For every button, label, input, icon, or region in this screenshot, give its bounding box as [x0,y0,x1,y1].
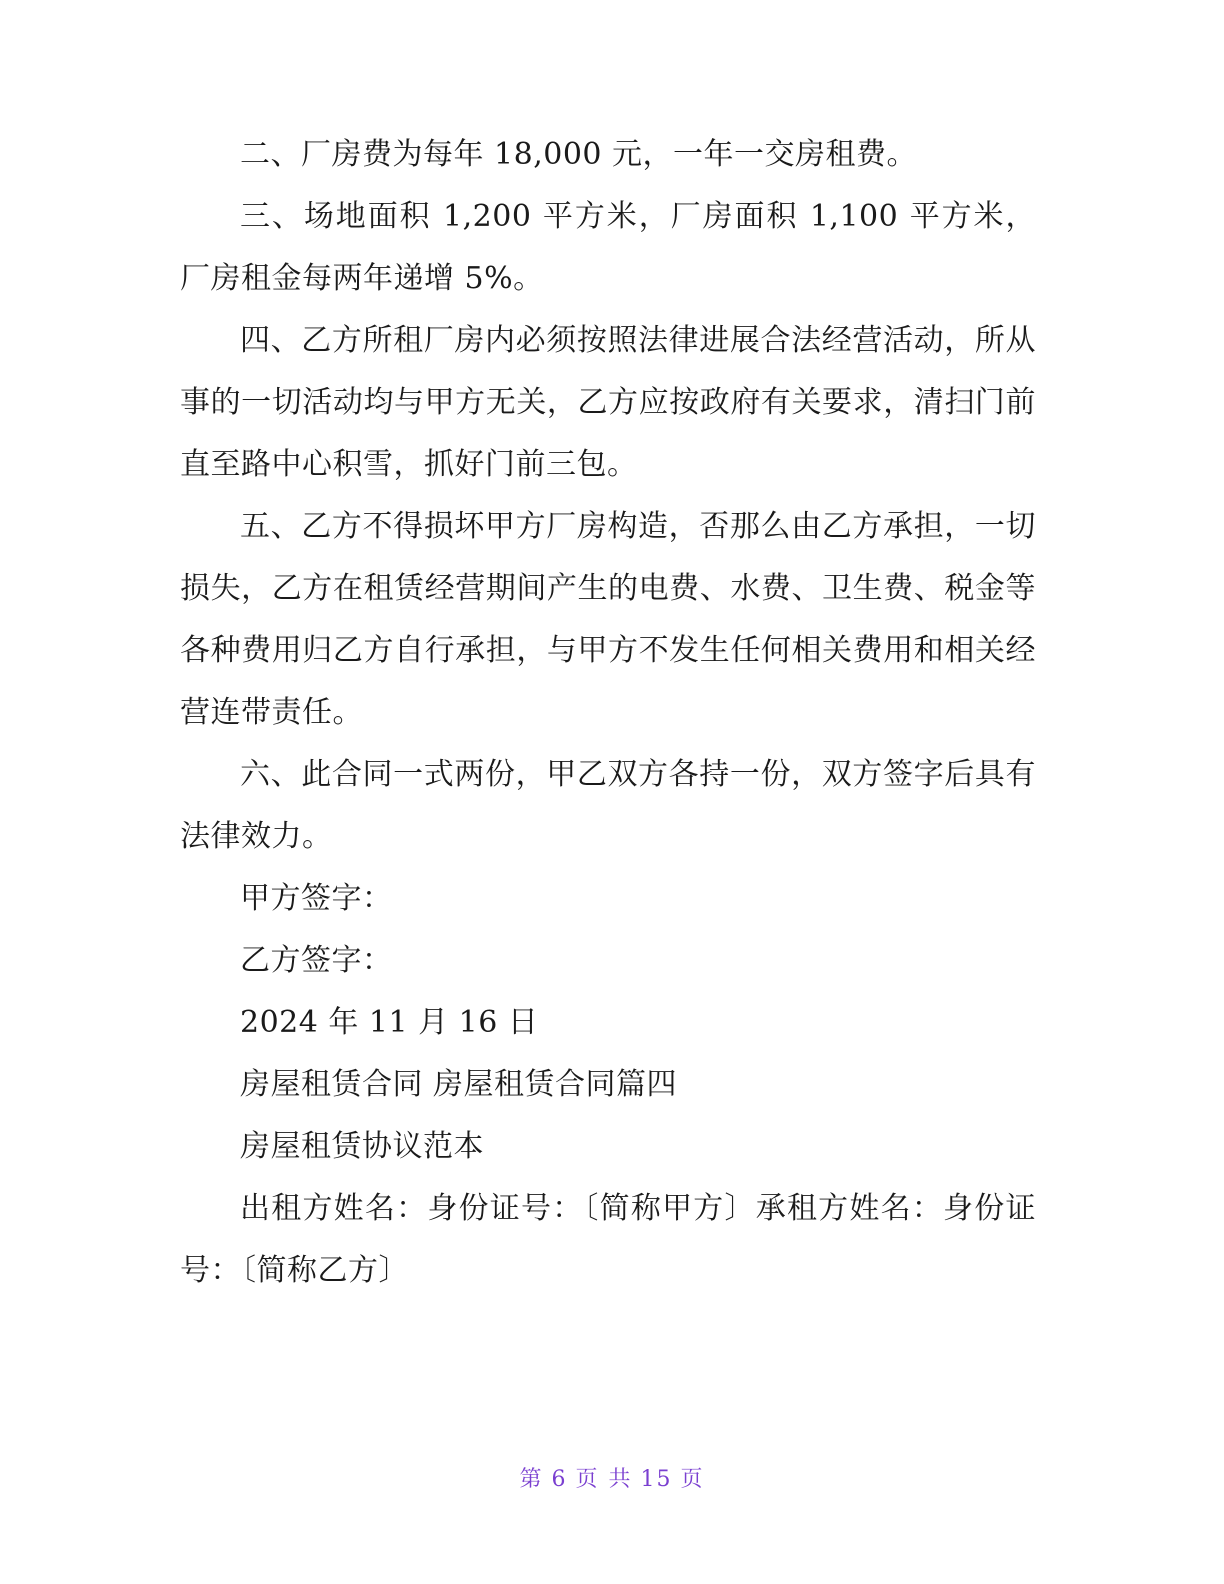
document-body [180,124,1036,1302]
party-b-signature: 乙方签字： [240,943,393,978]
footer-label-mid: 页 共 [575,1467,633,1492]
footer-label-pre: 第 [519,1467,544,1492]
paragraph-fee: 二、厂房费为每年 18,000 元，一年一交房租费。 [240,137,918,172]
footer-total-pages: 15 [640,1467,673,1492]
contract-date: 2024 年 11 月 16 日 [240,1005,539,1040]
paragraph-copies: 六、此合同一式两份，甲乙双方各持一份，双方签字后具有法律效力。 [180,757,1036,854]
section-heading: 房屋租赁合同 房屋租赁合同篇四 [240,1067,678,1102]
footer-page-number: 6 [551,1467,568,1492]
parties-info: 出租方姓名：身份证号：〔简称甲方〕承租方姓名：身份证号：〔简称乙方〕 [180,1191,1036,1288]
paragraph-liability: 五、乙方不得损坏甲方厂房构造，否那么由乙方承担，一切损失，乙方在租赁经营期间产生的电费、水费、卫生费、税金等各种费用归乙方自行承担，与甲方不发生任何相关费用和相关经营连带责任。 [180,509,1036,730]
footer-label-post: 页 [680,1467,705,1492]
agreement-title: 房屋租赁协议范本 [240,1129,484,1164]
page-footer [0,1462,1224,1493]
paragraph-area: 三、场地面积 1,200 平方米，厂房面积 1,100 平方米，厂房租金每两年递增 5%。 [180,199,1036,296]
party-a-signature: 甲方签字： [240,881,393,916]
paragraph-operation: 四、乙方所租厂房内必须按照法律进展合法经营活动，所从事的一切活动均与甲方无关，乙方应按政府有关要求，清扫门前直至路中心积雪，抓好门前三包。 [180,323,1036,482]
